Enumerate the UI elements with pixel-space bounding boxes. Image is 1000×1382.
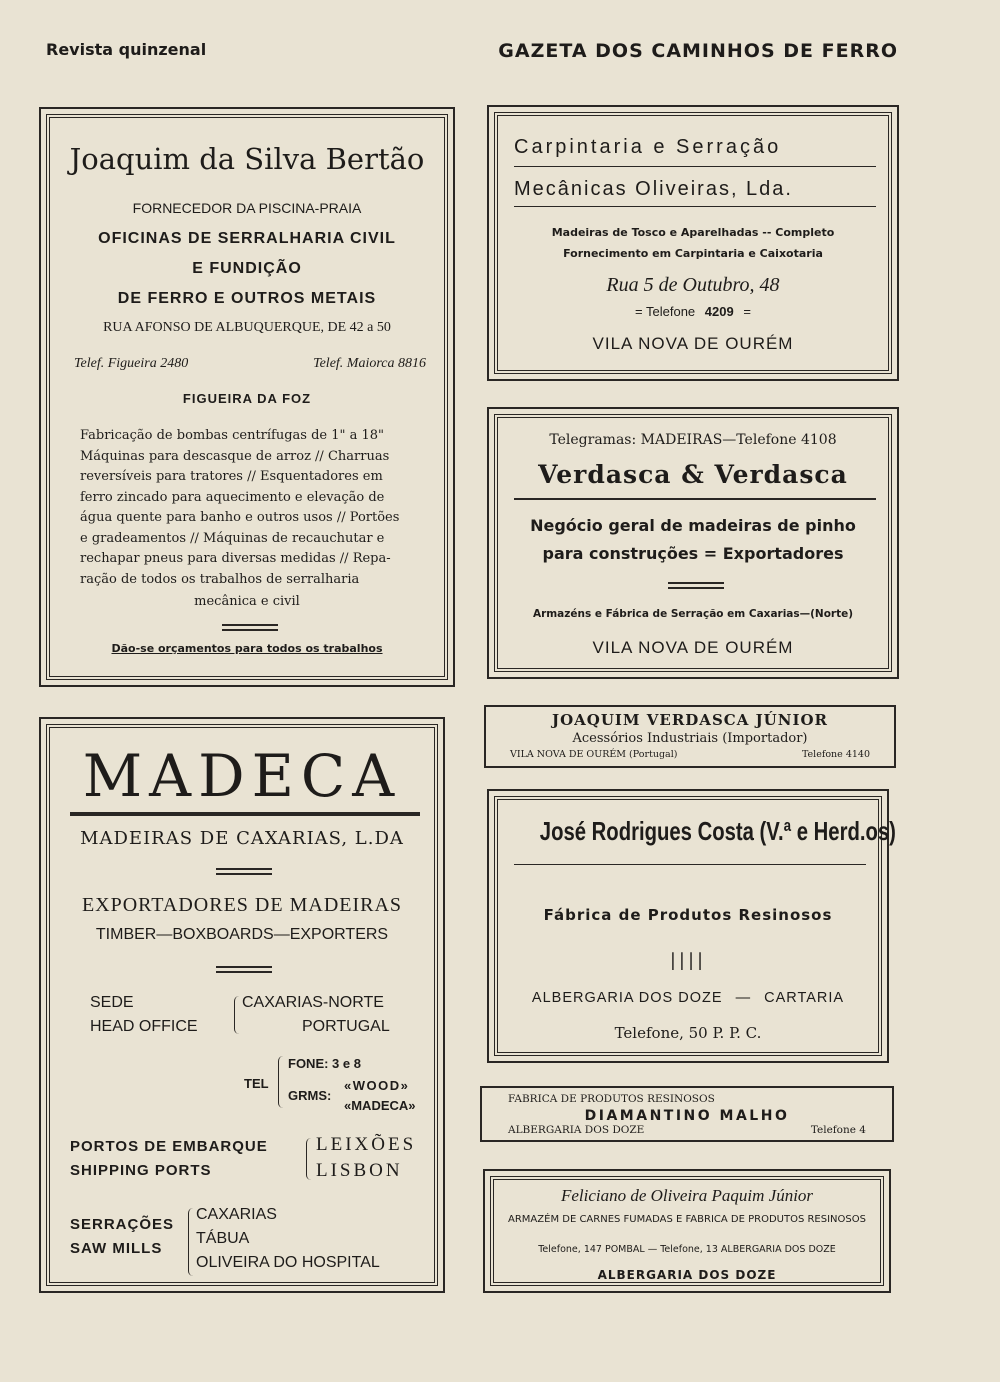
ad1-desc-line: e gradeamentos // Máquinas de recauchutar e — [80, 530, 385, 546]
ad8-shipping: SHIPPING PORTS — [70, 1162, 212, 1179]
ad5-city-right: CARTARIA — [764, 990, 845, 1006]
ad6-name: DIAMANTINO MALHO — [584, 1108, 790, 1124]
ad1-desc-line: ferro zincado para aquecimento e elevação de — [80, 489, 385, 505]
ad2-desc1: Madeiras de Tosco e Aparelhadas -- Completo — [551, 226, 835, 239]
ad3-warehouse: Armazéns e Fábrica de Serração em Caxarias—(Norte) — [532, 608, 854, 620]
ad1-tel-right: Telef. Maiorca 8816 — [313, 356, 426, 371]
ad-verdasca-verdasca — [494, 414, 892, 672]
ad8-rule — [216, 868, 272, 870]
ad8-wood: «WOOD» — [344, 1078, 410, 1093]
ad3-telegrams: Telegramas: MADEIRAS—Telefone 4108 — [549, 432, 837, 448]
ad2-rule — [514, 166, 876, 167]
ad8-lisbon: LISBON — [316, 1160, 403, 1181]
ad8-exp1: EXPORTADORES DE MADEIRAS — [81, 894, 403, 916]
ad5-city-dash: — — [735, 990, 752, 1006]
ad1-line4: DE FERRO E OUTROS METAIS — [117, 290, 377, 307]
ad2-rule — [514, 206, 876, 207]
ad6-phone: Telefone 4 — [810, 1124, 866, 1136]
ad2-line2: Mecânicas Oliveiras, Lda. — [514, 178, 793, 200]
ad1-desc-line: reversíveis para tratores // Esquentadores em — [80, 469, 383, 484]
ad8-mill3: OLIVEIRA DO HOSPITAL — [196, 1254, 380, 1271]
ad5-rule — [514, 864, 866, 865]
ad8-subtitle: MADEIRAS DE CAXARIAS, L.DA — [80, 828, 404, 849]
ad2-city: VILA NOVA DE OURÉM — [592, 334, 794, 353]
ad5-desc: Fábrica de Produtos Resinosos — [543, 906, 833, 924]
ad8-leixoes: LEIXÕES — [316, 1134, 417, 1155]
ad2-tel-label: = Telefone — [635, 304, 696, 319]
ad2-phone — [498, 304, 888, 319]
ad7-city: ALBERGARIA DOS DOZE — [597, 1268, 777, 1282]
ad4-desc: Acessórios Industriais (Importador) — [572, 731, 808, 746]
ad5-name: José Rodrigues Costa (V.ª e Herd.os) — [539, 816, 896, 846]
ad8-fone: FONE: 3 e 8 — [288, 1056, 361, 1071]
ad1-name: Joaquim da Silva Bertão — [69, 142, 425, 176]
ad1-desc-line: Máquinas para descasque de arroz // Charruas — [80, 448, 390, 464]
ad8-name: MADECA — [82, 742, 402, 810]
ad8-portugal: PORTUGAL — [302, 1018, 390, 1035]
ad8-mill1: CAXARIAS — [196, 1206, 277, 1223]
ad1-description — [80, 426, 414, 590]
ad2-tel-number: 4209 — [704, 304, 734, 319]
ad1-desc-last: mecânica e civil — [194, 594, 300, 609]
ad8-head-office: HEAD OFFICE — [90, 1018, 198, 1035]
ad6-city: ALBERGARIA DOS DOZE — [508, 1124, 645, 1136]
ad3-rule — [668, 582, 724, 584]
ad-feliciano-paquim — [490, 1176, 884, 1286]
ad5-city-left: ALBERGARIA DOS DOZE — [531, 990, 723, 1006]
ad3-rule — [514, 498, 876, 500]
ad8-grms: GRMS: — [288, 1088, 332, 1103]
ad7-desc: ARMAZÉM DE CARNES FUMADAS E FABRICA DE PRODUTOS RESINOSOS — [508, 1214, 866, 1225]
ad1-line2: OFICINAS DE SERRALHARIA CIVIL — [98, 230, 396, 247]
ad8-rule — [70, 812, 420, 816]
header-left: Revista quinzenal — [46, 40, 207, 59]
ad6-line1: FABRICA DE PRODUTOS RESINOSOS — [508, 1093, 715, 1105]
ad-diamantino-malho — [480, 1086, 894, 1142]
ad1-address: RUA AFONSO DE ALBUQUERQUE, DE 42 a 50 — [103, 320, 391, 335]
ad8-madeca-grm: «MADECA» — [344, 1098, 416, 1113]
ad1-rule — [222, 624, 278, 626]
ad8-brace — [188, 1208, 193, 1276]
ad1-line3: E FUNDIÇÃO — [192, 260, 302, 277]
ad-carpintaria-oliveiras — [494, 112, 892, 374]
ad1-desc-line: Fabricação de bombas centrífugas de 1" a 18" — [80, 428, 385, 443]
ad1-city: FIGUEIRA DA FOZ — [182, 391, 312, 406]
ad4-city: VILA NOVA DE OURÉM (Portugal) — [510, 749, 678, 760]
ad-joaquim-verdasca-junior — [484, 705, 896, 768]
ad8-serracoes: SERRAÇÕES — [70, 1216, 175, 1233]
ad2-line1: Carpintaria e Serração — [514, 136, 782, 158]
ad1-desc-line: água quente para banho e outros usos // Portões — [80, 510, 400, 525]
ad5-phone: Telefone, 50 P. P. C. — [614, 1024, 762, 1042]
ad4-phone: Telefone 4140 — [801, 749, 870, 760]
ad8-sede: SEDE — [90, 994, 134, 1011]
ad2-desc2: Fornecimento em Carpintaria e Caixotaria — [563, 247, 823, 260]
ad7-name: Feliciano de Oliveira Paquim Júnior — [560, 1186, 814, 1205]
ad2-tel-end: = — [743, 304, 751, 319]
ad1-desc-line: ração de todos os trabalhos de serralharia — [80, 571, 360, 587]
ad8-portos: PORTOS DE EMBARQUE — [70, 1138, 268, 1155]
ad1-line1: FORNECEDOR DA PISCINA-PRAIA — [132, 200, 362, 216]
ad8-mill2: TÁBUA — [196, 1230, 250, 1247]
ad5-cities — [498, 990, 878, 1006]
ad8-caxarias-norte: CAXARIAS-NORTE — [242, 994, 384, 1011]
ad8-brace — [234, 996, 239, 1034]
ad8-brace — [306, 1138, 311, 1180]
ad1-footer: Dão-se orçamentos para todos os trabalhos — [111, 642, 383, 655]
ad3-rule — [668, 587, 724, 589]
ad3-name: Verdasca & Verdasca — [538, 460, 848, 489]
ad3-city: VILA NOVA DE OURÉM — [592, 638, 794, 657]
ad1-desc-line: rechapar pneus para diversas medidas // Repa- — [80, 551, 391, 566]
ad8-saw-mills: SAW MILLS — [70, 1240, 163, 1257]
ad8-rule — [216, 966, 272, 968]
ad2-address: Rua 5 de Outubro, 48 — [606, 274, 780, 296]
ad-joaquim-silva-bertao — [46, 114, 448, 680]
ad1-rule — [222, 629, 278, 631]
ad-jose-rodrigues-costa — [494, 796, 896, 1056]
ad8-brace — [278, 1056, 283, 1108]
ad8-tel: TEL — [244, 1076, 269, 1091]
ad8-rule — [216, 971, 272, 973]
ad-madeca — [46, 724, 438, 1286]
header-right: GAZETA DOS CAMINHOS DE FERRO — [498, 40, 898, 62]
ad3-desc1: Negócio geral de madeiras de pinho — [530, 516, 856, 535]
ad4-name: JOAQUIM VERDASCA JÚNIOR — [551, 711, 829, 729]
ad5-marks: |||| — [669, 950, 707, 971]
ad8-rule — [216, 873, 272, 875]
ad3-desc2: para construções = Exportadores — [542, 544, 844, 563]
ad8-exp2: TIMBER—BOXBOARDS—EXPORTERS — [95, 926, 389, 943]
ad1-tel-left: Telef. Figueira 2480 — [74, 356, 189, 371]
ad7-phones: Telefone, 147 POMBAL — Telefone, 13 ALBERGARIA DOS DOZE — [538, 1244, 836, 1255]
